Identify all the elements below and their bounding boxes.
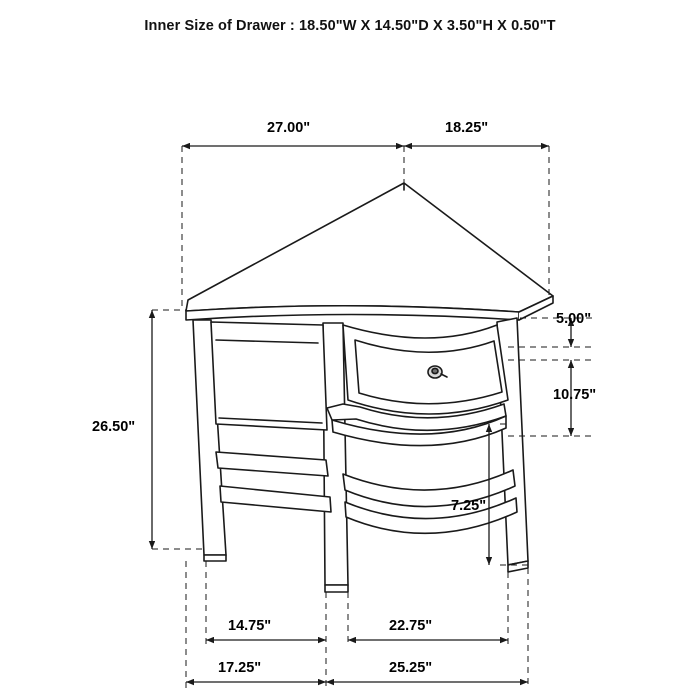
page-title: Inner Size of Drawer : 18.50"W X 14.50"D X 3.50"H X 0.50"T (144, 18, 556, 34)
leg-front-left-foot (204, 555, 226, 561)
dim-label-bottom-outer-right: 25.25" (389, 660, 433, 676)
dim-label-bottom-inner-right: 22.75" (389, 618, 433, 634)
dim-label-top-width-left: 27.00" (267, 120, 311, 136)
dim-label-shelf-to-floor: 7.25" (451, 498, 487, 514)
dim-label-shelf-drop: 10.75" (553, 387, 597, 403)
dim-label-bottom-inner-left: 14.75" (228, 618, 272, 634)
dim-label-top-width-right: 18.25" (445, 120, 489, 136)
dim-label-bottom-outer-left: 17.25" (218, 660, 262, 676)
stretcher-left-side-lower (220, 486, 331, 512)
dim-label-height: 26.50" (92, 419, 136, 435)
leg-center-front (323, 323, 348, 585)
stretcher-left-side (216, 452, 328, 476)
table-top-surface (186, 183, 553, 312)
furniture-outline (186, 183, 553, 592)
drawer-knob-highlight (432, 368, 438, 373)
side-panel-upper (211, 322, 327, 430)
dim-label-drawer-height: 5.00" (556, 311, 592, 327)
leg-center-front-foot (325, 585, 348, 592)
